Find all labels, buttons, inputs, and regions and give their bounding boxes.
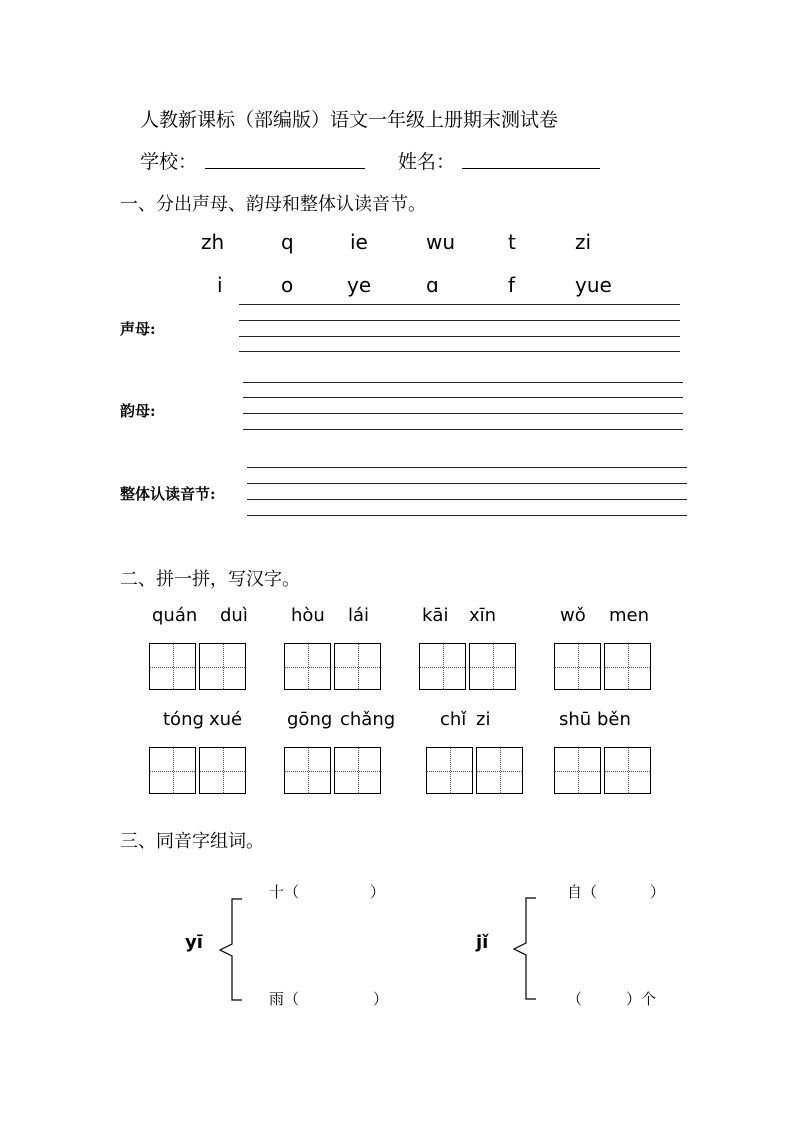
brace-icon	[214, 898, 244, 1002]
pinyin-item: zi	[575, 230, 592, 254]
pinyin-item: f	[508, 273, 516, 297]
section2-heading: 二、拼一拼，写汉字。	[120, 569, 300, 590]
group1-bottom-close: ）	[373, 990, 389, 1008]
pinyin-b: lái	[348, 605, 370, 626]
pinyin-b: xué	[209, 709, 243, 730]
pinyin-b: xīn	[469, 605, 497, 626]
pinyin-b: men	[609, 605, 650, 626]
tianzige-box[interactable]	[419, 643, 517, 691]
shengmu-label: 声母:	[120, 320, 156, 338]
pinyin-a: gōng	[287, 709, 333, 730]
page-title: 人教新课标（部编版）语文一年级上册期末测试卷	[140, 109, 559, 131]
tianzige-box[interactable]	[284, 643, 382, 691]
pinyin-item: ye	[347, 273, 372, 297]
pinyin-a: shū	[559, 709, 592, 730]
group2-top-word: 自（	[567, 883, 598, 901]
pinyin-a: tóng	[163, 709, 204, 730]
yunmu-label: 韵母:	[120, 402, 156, 420]
pinyin-item: wu	[426, 230, 456, 254]
group2-pinyin: jǐ	[476, 932, 489, 953]
tianzige-box[interactable]	[554, 747, 652, 795]
pinyin-item: q	[281, 230, 294, 254]
tianzige-box[interactable]	[284, 747, 382, 795]
pinyin-item: ɑ	[426, 273, 439, 297]
pinyin-b: zi	[476, 709, 491, 730]
answer-line[interactable]	[243, 382, 683, 383]
pinyin-item: ie	[350, 230, 368, 254]
answer-line[interactable]	[247, 483, 687, 484]
group2-bottom-close: ）个	[626, 990, 657, 1008]
pinyin-b: chǎng	[340, 709, 396, 730]
answer-line[interactable]	[243, 397, 683, 398]
section1-heading: 一、分出声母、韵母和整体认读音节。	[120, 194, 426, 215]
answer-line[interactable]	[247, 499, 687, 500]
group1-bottom-word: 雨（	[269, 990, 300, 1008]
group1-pinyin: yī	[185, 932, 203, 953]
pinyin-a: kāi	[422, 605, 449, 626]
pinyin-b: duì	[220, 605, 248, 626]
group2-top-close: ）	[650, 883, 666, 901]
pinyin-item: zh	[201, 230, 225, 254]
group1-top-close: ）	[370, 883, 386, 901]
answer-line[interactable]	[243, 429, 683, 430]
pinyin-a: chǐ	[440, 709, 467, 730]
pinyin-item: yue	[575, 273, 612, 297]
name-label: 姓名：	[398, 151, 456, 173]
group2-bottom-open: （	[567, 990, 583, 1008]
pinyin-a: quán	[152, 605, 198, 626]
answer-line[interactable]	[239, 351, 680, 352]
pinyin-item: o	[281, 273, 294, 297]
pinyin-b: běn	[597, 709, 631, 730]
pinyin-item: t	[508, 230, 516, 254]
pinyin-a: wǒ	[560, 605, 586, 626]
school-field[interactable]	[205, 168, 365, 169]
tianzige-box[interactable]	[426, 747, 524, 795]
school-label: 学校：	[140, 151, 198, 173]
name-field[interactable]	[462, 168, 600, 169]
tianzige-box[interactable]	[554, 643, 652, 691]
answer-line[interactable]	[239, 320, 680, 321]
brace-icon	[508, 897, 538, 1001]
tianzige-box[interactable]	[149, 747, 247, 795]
zhengti-label: 整体认读音节:	[120, 485, 216, 503]
pinyin-a: hòu	[291, 605, 325, 626]
answer-line[interactable]	[243, 413, 683, 414]
answer-line[interactable]	[239, 304, 680, 305]
group1-top-word: 十（	[269, 883, 300, 901]
answer-line[interactable]	[239, 336, 680, 337]
section3-heading: 三、同音字组词。	[120, 831, 264, 852]
pinyin-item: i	[217, 273, 223, 297]
tianzige-box[interactable]	[149, 643, 247, 691]
answer-line[interactable]	[247, 467, 687, 468]
answer-line[interactable]	[247, 515, 687, 516]
